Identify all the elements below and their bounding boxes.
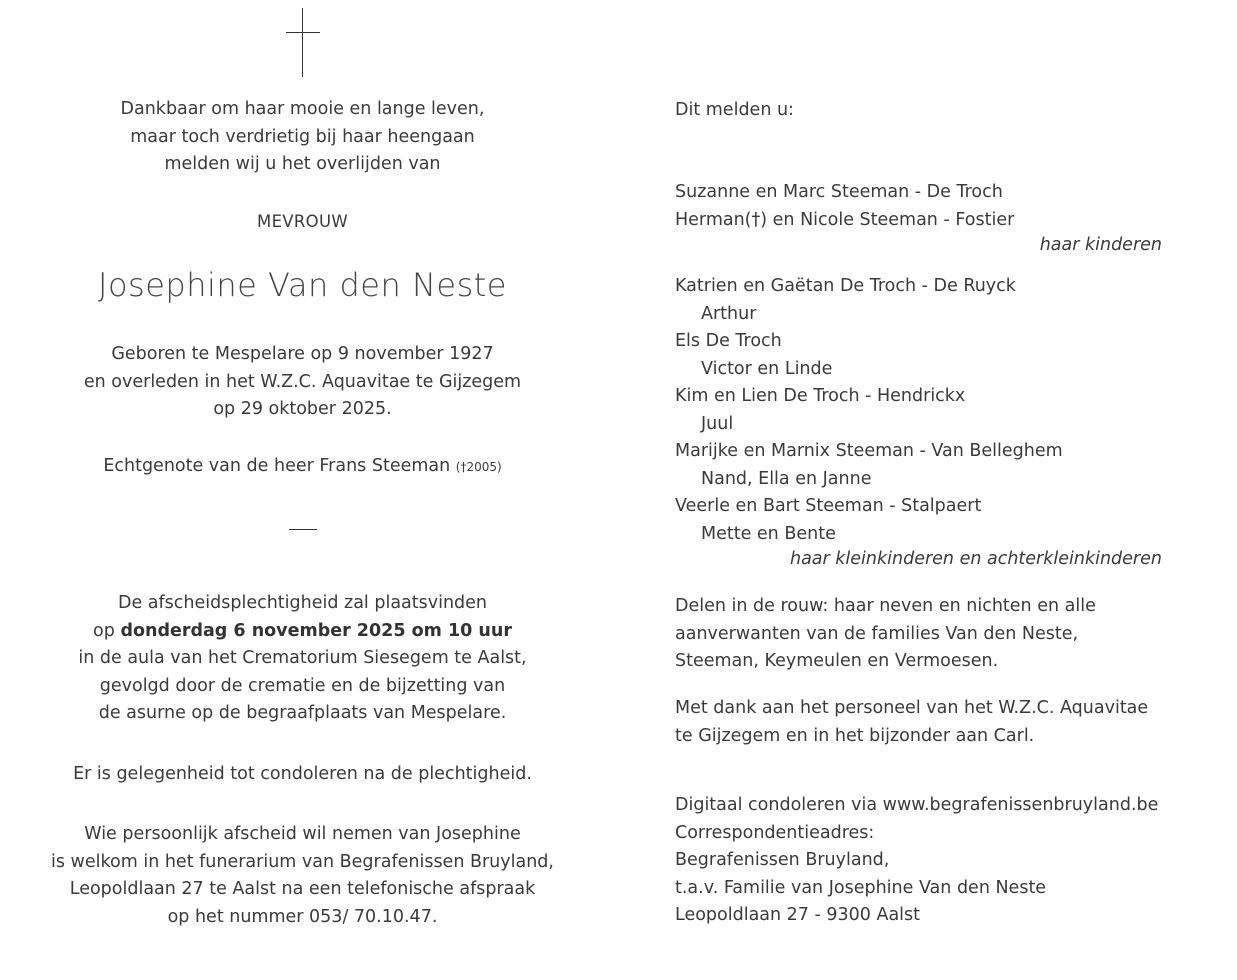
great-grandchild-entry: Mette en Bente bbox=[701, 523, 836, 544]
spouse-info bbox=[0, 453, 605, 482]
child-entry: Herman(†) en Nicole Steeman - Fostier bbox=[675, 209, 1015, 230]
section-divider bbox=[289, 529, 317, 530]
grandchild-entry: Katrien en Gaëtan De Troch - De Ruyck bbox=[675, 276, 1016, 296]
children-role: haar kinderen bbox=[1039, 235, 1162, 255]
birth-line: en overleden in het W.Z.C. Aquavitae te Gijzegem bbox=[83, 371, 522, 392]
intro-line: Dankbaar om haar mooie en lange leven, bbox=[120, 99, 485, 119]
contact-info bbox=[675, 792, 1158, 930]
deceased-name: Josephine Van den Neste bbox=[98, 266, 507, 304]
visit-info bbox=[0, 821, 605, 931]
contact-line: t.a.v. Familie van Josephine Van den Neste bbox=[675, 877, 1047, 898]
condolence-info bbox=[0, 761, 605, 789]
ceremony-date: donderdag 6 november 2025 om 10 uur bbox=[120, 620, 512, 641]
grandchildren-role: haar kleinkinderen en achterkleinkinderen bbox=[789, 549, 1162, 569]
children-list bbox=[675, 179, 1014, 234]
great-grandchild-entry: Nand, Ella en Janne bbox=[701, 468, 872, 489]
spouse-death-mark: (†2005) bbox=[455, 460, 502, 474]
thanks-info bbox=[675, 695, 1148, 750]
birth-death-info bbox=[0, 341, 605, 424]
great-grandchild-entry: Arthur bbox=[701, 303, 757, 324]
intro-line: maar toch verdrietig bij haar heengaan bbox=[130, 126, 475, 147]
thanks-line: Met dank aan het personeel van het W.Z.C. Aquavitae bbox=[675, 698, 1149, 718]
intro-text bbox=[0, 96, 605, 179]
mourning-line: Steeman, Keymeulen en Vermoesen. bbox=[675, 651, 999, 671]
mourning-line: aanverwanten van de families Van den Neste, bbox=[675, 623, 1079, 644]
grandchild-entry: Els De Troch bbox=[675, 331, 782, 351]
cross-horizontal-bar bbox=[286, 32, 320, 33]
contact-line: Begrafenissen Bruyland, bbox=[675, 850, 890, 870]
ceremony-line: in de aula van het Crematorium Siesegem te Aalst, bbox=[78, 648, 527, 668]
grandchild-entry: Kim en Lien De Troch - Hendrickx bbox=[675, 386, 966, 406]
contact-line: Leopoldlaan 27 - 9300 Aalst bbox=[675, 905, 921, 925]
grandchildren-list bbox=[675, 273, 1063, 548]
cross-vertical-bar bbox=[302, 8, 303, 77]
mourning-info bbox=[675, 593, 1096, 676]
intro-line: melden wij u het overlijden van bbox=[164, 154, 441, 174]
visit-line: op het nummer 053/ 70.10.47. bbox=[167, 906, 438, 927]
birth-line: Geboren te Mespelare op 9 november 1927 bbox=[111, 344, 494, 364]
visit-line: Leopoldlaan 27 te Aalst na een telefonische afspraak bbox=[69, 879, 536, 899]
ceremony-line: De afscheidsplechtigheid zal plaatsvinden bbox=[117, 593, 488, 613]
thanks-line: te Gijzegem en in het bijzonder aan Carl. bbox=[675, 725, 1035, 746]
visit-line: is welkom in het funerarium van Begrafenissen Bruyland, bbox=[51, 851, 554, 872]
contact-line: Correspondentieadres: bbox=[675, 822, 875, 843]
mourning-line: Delen in de rouw: haar neven en nichten en alle bbox=[675, 596, 1096, 616]
great-grandchild-entry: Juul bbox=[701, 413, 734, 434]
contact-line: Digitaal condoleren via www.begrafenissenbruyland.be bbox=[675, 795, 1159, 815]
grandchild-entry: Veerle en Bart Steeman - Stalpaert bbox=[675, 496, 982, 516]
grandchild-entry: Marijke en Marnix Steeman - Van Belleghem bbox=[675, 441, 1063, 461]
ceremony-line: de asurne op de begraafplaats van Mespelare. bbox=[98, 703, 507, 723]
title-mevrouw: MEVROUW bbox=[257, 212, 348, 231]
visit-line: Wie persoonlijk afscheid wil nemen van Josephine bbox=[84, 824, 521, 844]
condolence-line: Er is gelegenheid tot condoleren na de plechtigheid. bbox=[73, 764, 532, 784]
spouse-text: Echtgenote van de heer Frans Steeman bbox=[103, 456, 456, 476]
birth-line: op 29 oktober 2025. bbox=[213, 399, 392, 419]
great-grandchild-entry: Victor en Linde bbox=[701, 358, 833, 379]
cross-icon bbox=[286, 8, 320, 78]
right-intro: Dit melden u: bbox=[675, 100, 794, 120]
ceremony-info bbox=[0, 590, 605, 728]
child-entry: Suzanne en Marc Steeman - De Troch bbox=[675, 182, 1003, 202]
ceremony-line: gevolgd door de crematie en de bijzetting van bbox=[99, 675, 506, 696]
ceremony-prefix: op bbox=[93, 620, 121, 641]
